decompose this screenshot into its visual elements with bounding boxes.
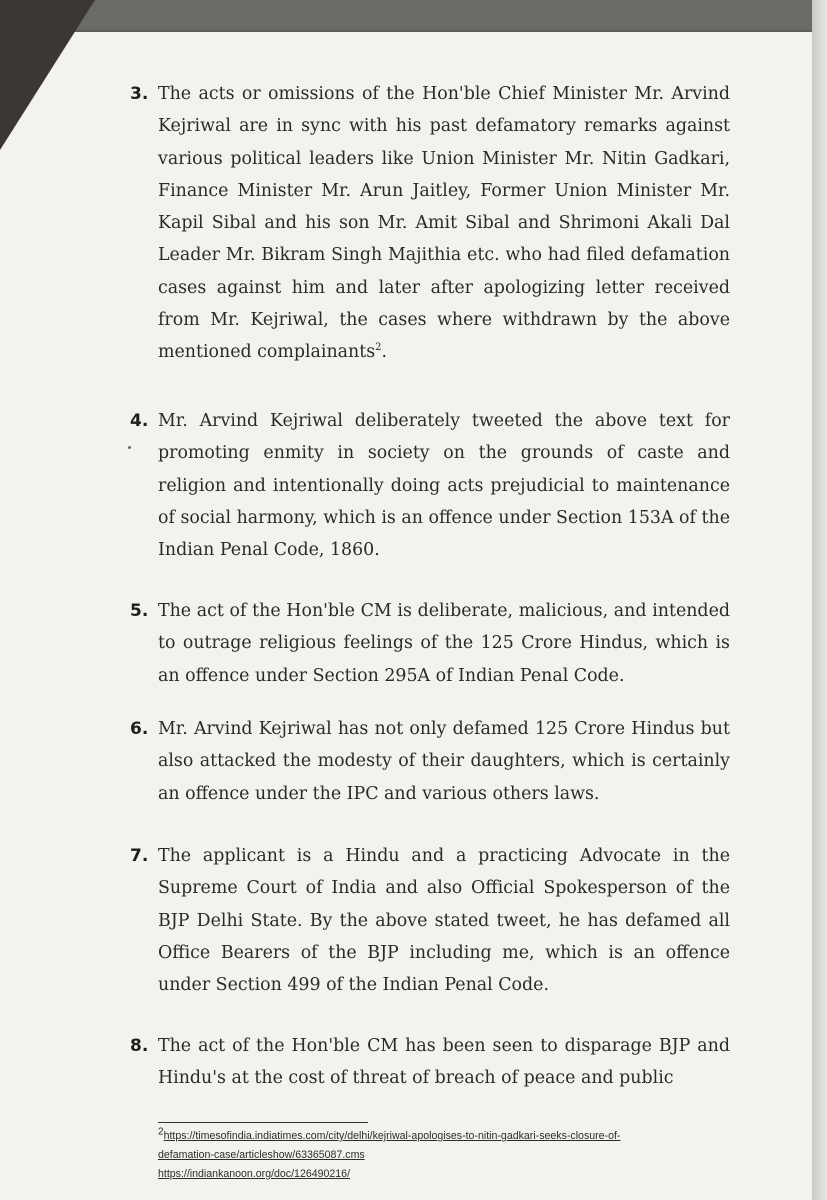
paragraph-text: The acts or omissions of the Hon'ble Chief Minister Mr. Arvind Kejriwal are in sync with his past defamatory remarks against various political leaders like Union Minister Mr. Nitin Gadkari, Finance Minister Mr. Arun Jaitley, Former Union Minister Mr. Kapil Sibal and his son Mr. Amit Sibal and Shrimoni Akali Dal Leader Mr. Bikram Singh Majithia etc. who had filed defamation cases against him and later after apologizing letter received from Mr. Kejriwal, the cases where withdrawn by the above mentioned complainants [158,84,730,363]
paragraph-text: The act of the Hon'ble CM has been seen to disparage BJP and Hindu's at the cost of threat of breach of peace and public [158,1036,730,1089]
speck [128,446,131,449]
footnote-rule [158,1122,368,1123]
paragraph-number: 6. [130,719,149,739]
paragraph-text: Mr. Arvind Kejriwal deliberately tweeted the above text for promoting enmity in society on the grounds of caste and religion and intentionally doing acts prejudicial to maintenance of social harmony, which is an offence under Section 153A of the Indian Penal Code, 1860. [158,411,730,561]
footnote-ref[interactable]: 2 [375,342,382,354]
paragraph-text: The applicant is a Hindu and a practicing Advocate in the Supreme Court of India and also Official Spokesperson of the BJP Delhi State. By the above stated tweet, he has defamed all Office Bearers of the BJP including me, which is an offence under Section 499 of the Indian Penal Code. [158,846,730,996]
page-edge [812,0,827,1200]
paragraph-text: The act of the Hon'ble CM is deliberate, malicious, and intended to outrage religious feelings of the 125 Crore Hindus, which is an offence under Section 295A of Indian Penal Code. [158,601,730,686]
footnote-link-1[interactable]: https://timesofindia.indiatimes.com/city/delhi/kejriwal-apologises-to-nitin-gadkari-seeks-closure-of- [163,1130,621,1142]
paragraph-number: 8. [130,1036,149,1056]
paragraph-number: 7. [130,846,149,866]
paragraph-number: 5. [130,601,149,621]
paragraph-3 [130,78,730,369]
folded-corner [0,0,95,150]
paragraph-trailing: . [381,342,388,363]
footnote-link-1-cont[interactable]: defamation-case/articleshow/63365087.cms [158,1149,365,1161]
paragraph-5 [130,595,730,692]
paragraph-6 [130,713,730,810]
footnote-link-2[interactable]: https://indiankanoon.org/doc/126490216/ [158,1168,351,1180]
paragraph-7 [130,840,730,1001]
paragraph-text: Mr. Arvind Kejriwal has not only defamed 125 Crore Hindus but also attacked the modesty of their daughters, which is certainly an offence under the IPC and various others laws. [158,719,730,804]
paragraph-number: 3. [130,84,149,104]
footnote [158,1127,718,1184]
paragraph-4 [130,405,730,566]
paragraph-8 [130,1030,730,1095]
paragraph-number: 4. [130,411,149,431]
footnote-marker: 2 [158,1126,164,1138]
